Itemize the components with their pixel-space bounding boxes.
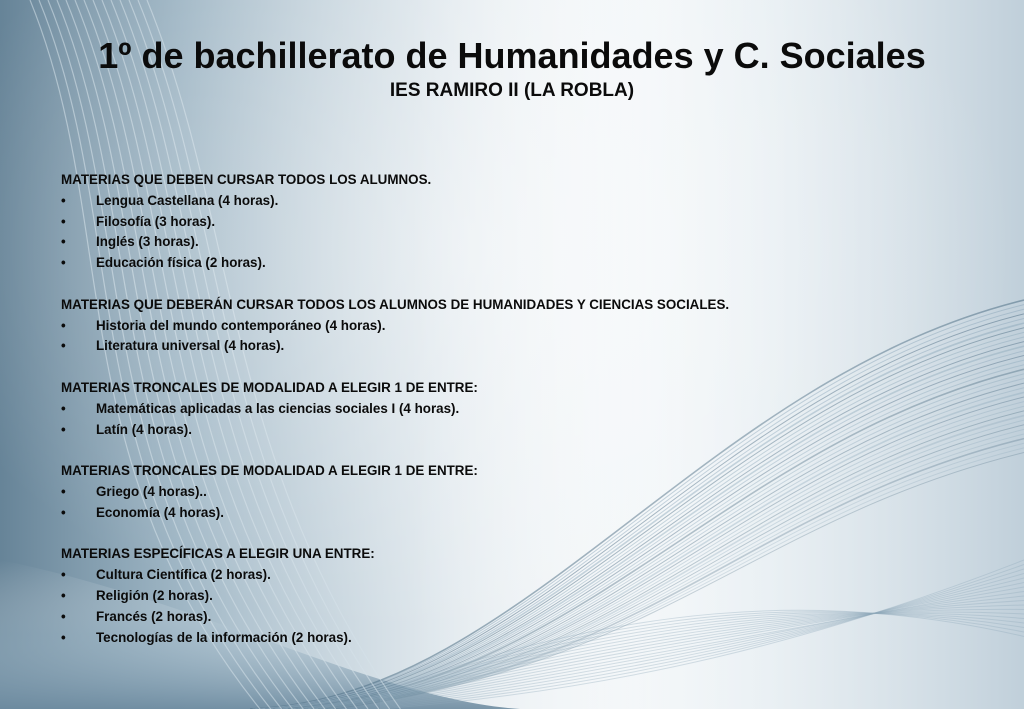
list-item-text: Filosofía (3 horas). xyxy=(96,213,216,229)
section-common-subjects xyxy=(61,170,961,274)
section-humanities-subjects xyxy=(61,295,961,357)
list-item-text: Griego (4 horas).. xyxy=(96,483,207,499)
list-item-text: Educación física (2 horas). xyxy=(96,255,266,271)
list-item xyxy=(61,316,961,337)
bullet-icon: • xyxy=(61,504,66,520)
list-item xyxy=(61,232,961,253)
list-item xyxy=(61,607,961,628)
slide-subtitle: IES RAMIRO II (LA ROBLA) xyxy=(389,80,635,101)
list-item xyxy=(61,212,961,233)
list-item xyxy=(61,399,961,420)
section-core-choice-1 xyxy=(61,378,961,440)
list-item-text: Tecnologías de la información (2 horas). xyxy=(96,629,352,645)
list-item-text: Economía (4 horas). xyxy=(96,504,224,520)
section-heading: MATERIAS TRONCALES DE MODALIDAD A ELEGIR 1 DE ENTRE: xyxy=(61,379,478,395)
list-item-text: Historia del mundo contemporáneo (4 horas). xyxy=(96,317,386,333)
bullet-icon: • xyxy=(61,587,66,603)
bullet-icon: • xyxy=(61,317,66,333)
list-item-text: Latín (4 horas). xyxy=(96,421,192,437)
list-item xyxy=(61,503,961,524)
section-heading: MATERIAS TRONCALES DE MODALIDAD A ELEGIR 1 DE ENTRE: xyxy=(61,463,478,479)
list-item xyxy=(61,565,961,586)
list-item xyxy=(61,253,961,274)
list-item xyxy=(61,482,961,503)
list-item-text: Lengua Castellana (4 horas). xyxy=(96,192,279,208)
list-item-text: Cultura Científica (2 horas). xyxy=(96,567,271,583)
bullet-icon: • xyxy=(61,567,66,583)
list-item-text: Inglés (3 horas). xyxy=(96,234,199,250)
list-item xyxy=(61,336,961,357)
list-item-text: Francés (2 horas). xyxy=(96,608,212,624)
section-specific-choice xyxy=(61,544,961,648)
subject-list xyxy=(61,170,961,648)
bullet-icon: • xyxy=(61,483,66,499)
bullet-icon: • xyxy=(61,629,66,645)
list-item xyxy=(61,420,961,441)
bullet-icon: • xyxy=(61,213,66,229)
section-core-choice-2 xyxy=(61,461,961,523)
list-item xyxy=(61,586,961,607)
section-heading: MATERIAS ESPECÍFICAS A ELEGIR UNA ENTRE: xyxy=(61,546,375,562)
bullet-icon: • xyxy=(61,192,66,208)
slide-title: 1º de bachillerato de Humanidades y C. Sociales xyxy=(98,35,926,76)
list-item xyxy=(61,191,961,212)
bullet-icon: • xyxy=(61,400,66,416)
bullet-icon: • xyxy=(61,338,66,354)
list-item-text: Literatura universal (4 horas). xyxy=(96,338,285,354)
bullet-icon: • xyxy=(61,608,66,624)
list-item xyxy=(61,628,961,649)
list-item-text: Matemáticas aplicadas a las ciencias sociales I (4 horas). xyxy=(96,400,460,416)
bullet-icon: • xyxy=(61,421,66,437)
section-heading: MATERIAS QUE DEBERÁN CURSAR TODOS LOS ALUMNOS DE HUMANIDADES Y CIENCIAS SOCIALES. xyxy=(61,296,730,312)
section-heading: MATERIAS QUE DEBEN CURSAR TODOS LOS ALUMNOS. xyxy=(61,172,432,187)
bullet-icon: • xyxy=(61,234,66,250)
list-item-text: Religión (2 horas). xyxy=(96,587,213,603)
bullet-icon: • xyxy=(61,255,66,271)
